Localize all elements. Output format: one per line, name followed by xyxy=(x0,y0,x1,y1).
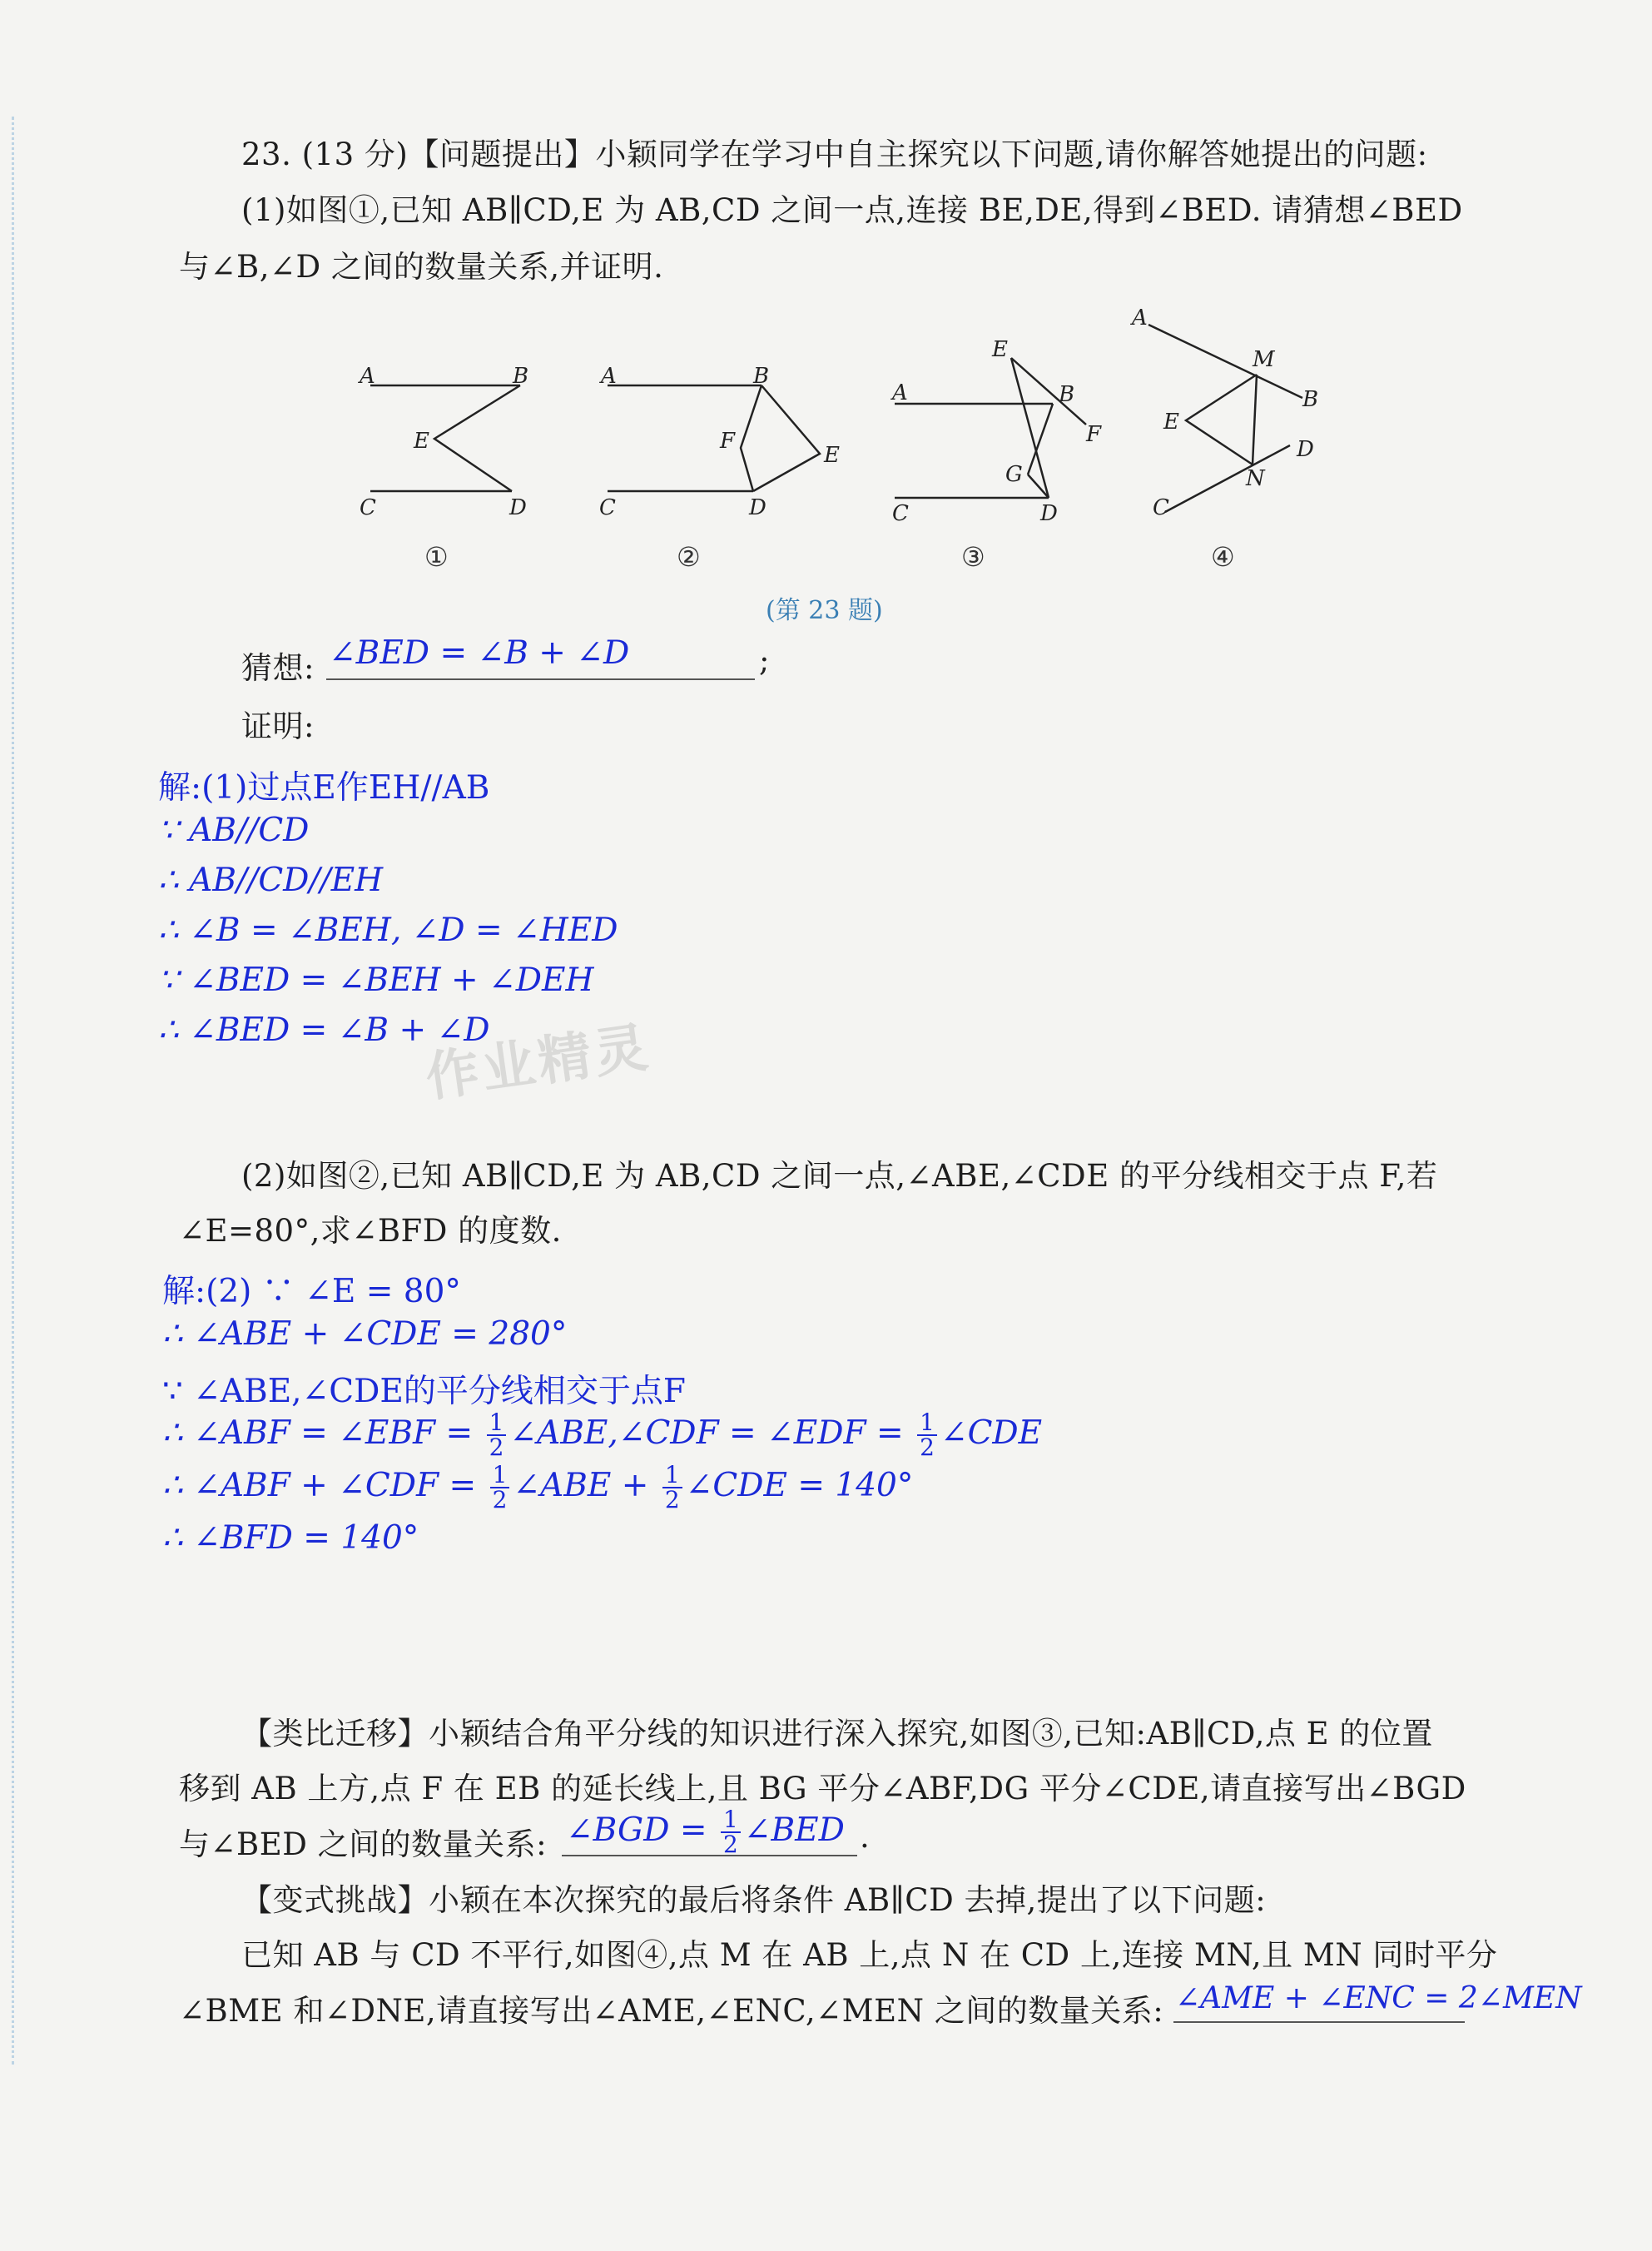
fig4-label-e: E xyxy=(1163,410,1179,435)
proof1-line-6: ∴ ∠BED = ∠B + ∠D xyxy=(158,1011,490,1049)
variant-line1: 【变式挑战】小颖在本次探究的最后将条件 AB∥CD 去掉,提出了以下问题: xyxy=(241,1882,1267,1918)
proof1-line-5: ∵ ∠BED = ∠BEH + ∠DEH xyxy=(158,962,594,999)
fraction-numerator: 1 xyxy=(662,1463,682,1488)
fraction-denominator: 2 xyxy=(920,1434,935,1461)
proof2-line-5-b: ∠ABE + xyxy=(513,1467,659,1504)
fig3-label-a: A xyxy=(892,380,908,405)
half-fraction xyxy=(490,1463,510,1512)
proof2-line-1: 解:(2) ∵ ∠E = 80° xyxy=(162,1273,461,1310)
fig4-label-c: C xyxy=(1153,495,1169,520)
variant-line3: ∠BME 和∠DNE,请直接写出∠AME,∠ENC,∠MEN 之间的数量关系: xyxy=(179,1993,1164,2029)
fig1-label-b: B xyxy=(513,364,529,389)
half-fraction xyxy=(487,1411,507,1459)
fig1-label-c: C xyxy=(360,495,376,520)
fraction-numerator: 1 xyxy=(490,1463,510,1488)
question-figures xyxy=(0,300,1652,583)
fig1-label-a: A xyxy=(360,364,375,389)
proof2-line-3: ∵ ∠ABE,∠CDE的平分线相交于点F xyxy=(162,1373,686,1410)
fraction-denominator: 2 xyxy=(489,1434,504,1461)
proof-label: 证明: xyxy=(241,708,315,744)
fig2-label-d: D xyxy=(749,495,766,520)
guess-answer: ∠BED = ∠B + ∠D xyxy=(329,634,630,672)
figure-label-1: ① xyxy=(424,541,449,573)
fraction-numerator: 1 xyxy=(917,1411,937,1436)
fig4-label-m: M xyxy=(1253,347,1275,372)
fig2-label-a: A xyxy=(601,364,617,389)
part2-line1: (2)如图②,已知 AB∥CD,E 为 AB,CD 之间一点,∠ABE,∠CDE 的平分线相交于点 F,若 xyxy=(241,1158,1438,1194)
fig4-label-d: D xyxy=(1297,437,1314,462)
proof2-line-4-b: ∠ABE,∠CDF = ∠EDF = xyxy=(509,1414,915,1452)
analogy-answer-a: ∠BGD = xyxy=(566,1811,717,1849)
proof2-line-6: ∴ ∠BFD = 140° xyxy=(162,1519,419,1557)
analogy-answer xyxy=(566,1808,845,1856)
proof1-line-3: ∴ AB//CD//EH xyxy=(158,862,384,899)
proof2-line-5 xyxy=(162,1463,913,1512)
figure-label-2: ② xyxy=(677,541,701,573)
half-fraction xyxy=(662,1463,682,1512)
proof1-line-1: 解:(1)过点E作EH//AB xyxy=(158,769,490,807)
fig1-label-e: E xyxy=(414,429,429,454)
fig2-label-c: C xyxy=(599,495,616,520)
guess-label: 猜想: xyxy=(241,650,315,686)
fig3-label-g: G xyxy=(1005,462,1023,487)
watermark: 作业精灵 xyxy=(422,1016,655,1110)
fraction-denominator: 2 xyxy=(492,1486,508,1513)
analogy-line1: 【类比迁移】小颖结合角平分线的知识进行深入探究,如图③,已知:AB∥CD,点 E 的位置 xyxy=(241,1716,1433,1752)
variant-underline xyxy=(1173,2021,1465,2023)
analogy-end: . xyxy=(860,1819,871,1855)
proof1-line-2: ∵ AB//CD xyxy=(158,812,310,849)
fig3-label-b: B xyxy=(1059,382,1075,407)
proof2-line-5-a: ∴ ∠ABF + ∠CDF = xyxy=(162,1467,487,1504)
half-fraction xyxy=(917,1411,937,1459)
proof1-line-4: ∴ ∠B = ∠BEH, ∠D = ∠HED xyxy=(158,912,618,949)
fig3-label-d: D xyxy=(1040,501,1058,526)
fraction-denominator: 2 xyxy=(664,1486,680,1513)
fig1-label-d: D xyxy=(509,495,527,520)
figure-label-3: ③ xyxy=(961,541,985,573)
figure-caption: (第 23 题) xyxy=(766,596,883,625)
variant-answer: ∠AME + ∠ENC = 2∠MEN xyxy=(1175,1981,1582,2015)
analogy-answer-b: ∠BED xyxy=(743,1811,845,1849)
analogy-line2: 移到 AB 上方,点 F 在 EB 的延长线上,且 BG 平分∠ABF,DG 平分∠CDE,请直接写出∠BGD xyxy=(179,1771,1466,1806)
part1-line2: 与∠B,∠D 之间的数量关系,并证明. xyxy=(179,249,664,285)
variant-line2: 已知 AB 与 CD 不平行,如图④,点 M 在 AB 上,点 N 在 CD 上,连接 MN,且 MN 同时平分 xyxy=(241,1937,1498,1973)
fig3-label-f: F xyxy=(1086,422,1102,447)
analogy-underline xyxy=(562,1855,857,1856)
fig3-label-e: E xyxy=(992,337,1008,362)
figure-point-labels xyxy=(358,306,1318,526)
guess-underline xyxy=(326,678,755,680)
part2-line2: ∠E=80°,求∠BFD 的度数. xyxy=(179,1213,562,1249)
question-header: 23. (13 分)【问题提出】小颖同学在学习中自主探究以下问题,请你解答她提出的问题: xyxy=(241,137,1428,172)
fig4-label-b: B xyxy=(1302,387,1319,412)
proof2-line-5-c: ∠CDE = 140° xyxy=(685,1467,914,1504)
fig4-label-n: N xyxy=(1246,466,1265,491)
half-fraction xyxy=(721,1808,741,1856)
guess-end: ; xyxy=(759,643,770,678)
fig2-label-b: B xyxy=(753,364,770,389)
proof2-line-4-c: ∠CDE xyxy=(940,1414,1043,1452)
fig4-label-a: A xyxy=(1132,306,1148,330)
fraction-numerator: 1 xyxy=(721,1808,741,1833)
figure-label-4: ④ xyxy=(1211,541,1235,573)
proof2-line-4-a: ∴ ∠ABF = ∠EBF = xyxy=(162,1414,484,1452)
part1-line1: (1)如图①,已知 AB∥CD,E 为 AB,CD 之间一点,连接 BE,DE,得到∠BED. 请猜想∠BED xyxy=(241,192,1463,228)
analogy-line3: 与∠BED 之间的数量关系: xyxy=(179,1826,548,1862)
fig2-label-e: E xyxy=(824,443,840,468)
fraction-denominator: 2 xyxy=(722,1831,738,1858)
fig3-label-c: C xyxy=(892,501,909,526)
proof2-line-4 xyxy=(162,1411,1042,1459)
fraction-numerator: 1 xyxy=(487,1411,507,1436)
proof2-line-2: ∴ ∠ABE + ∠CDE = 280° xyxy=(162,1315,568,1353)
fig2-label-f: F xyxy=(720,429,736,454)
